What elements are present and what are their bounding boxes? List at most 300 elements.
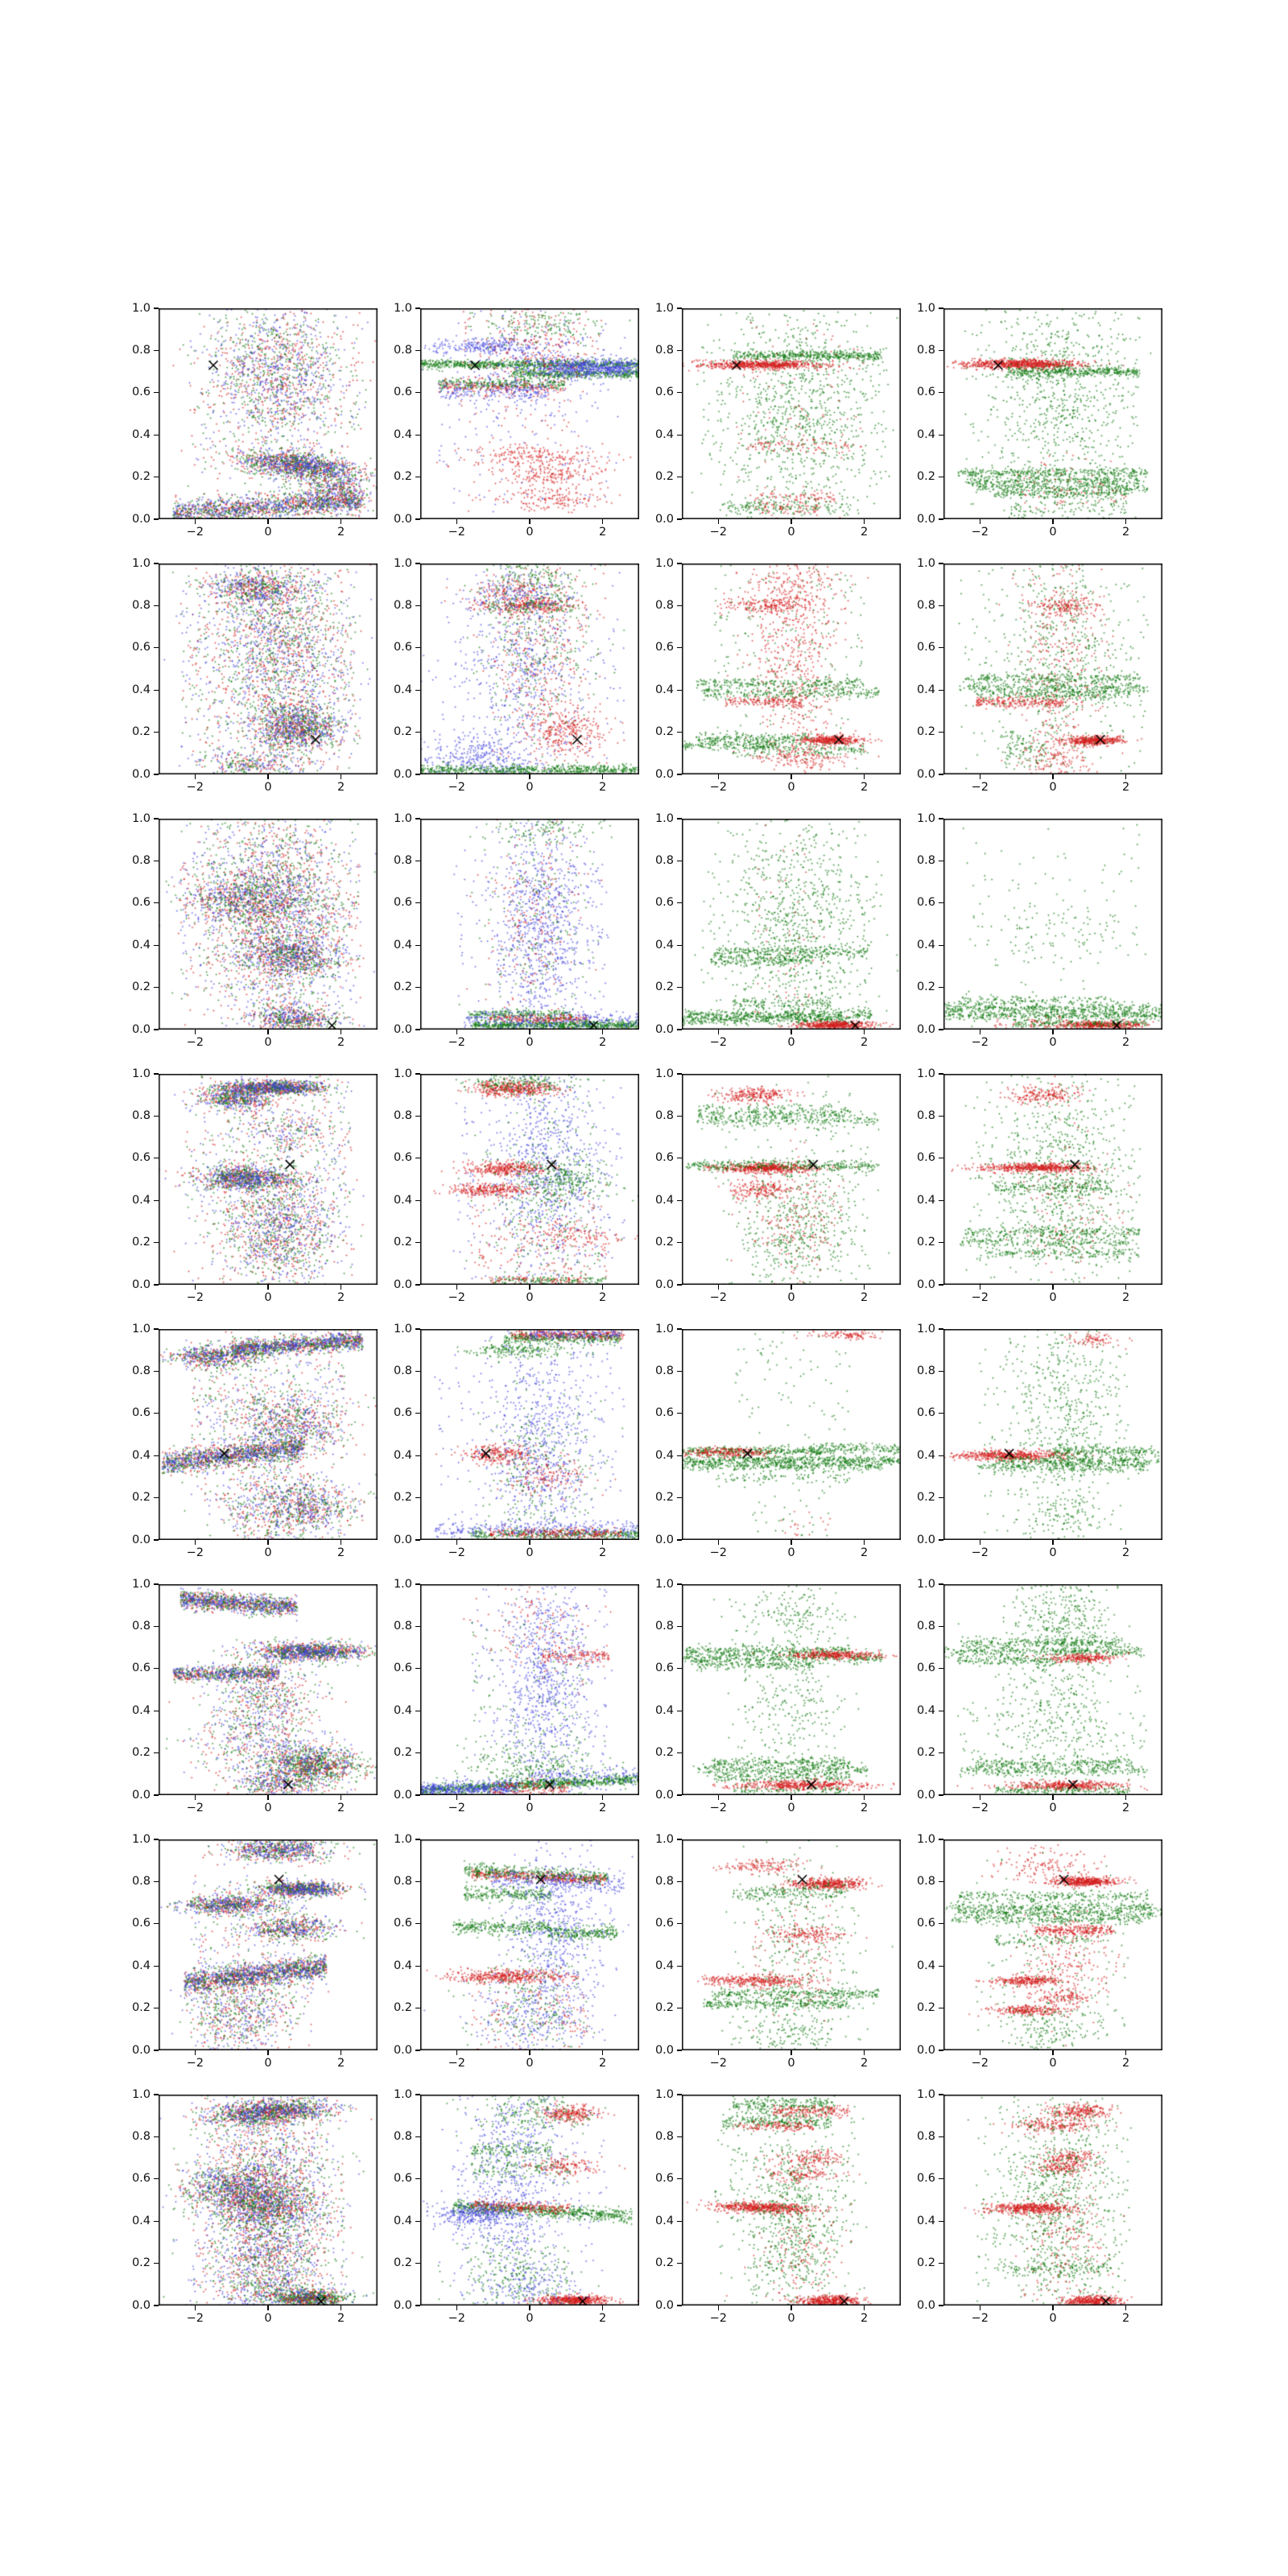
y-tick-label: 0.4 [393, 1959, 412, 1972]
x-tick-label: 2 [861, 1036, 869, 1049]
scatter-canvas [420, 1074, 639, 1285]
y-tick-label: 0.0 [131, 1788, 151, 1802]
y-tick-label: 0.4 [131, 1959, 151, 1972]
y-tick-label: 0.8 [131, 1364, 151, 1377]
y-tick-label: 0.0 [131, 2043, 151, 2057]
y-tick-mark [677, 1583, 682, 1584]
x-tick-label: 0 [526, 1036, 534, 1049]
y-tick-mark [415, 1073, 420, 1074]
y-tick-label: 0.0 [393, 1022, 412, 1036]
y-tick-mark [154, 2221, 159, 2222]
y-tick-label: 0.8 [131, 1108, 151, 1122]
x-tick-mark [456, 774, 457, 779]
scatter-canvas [682, 819, 901, 1030]
y-tick-mark [677, 987, 682, 988]
y-tick-label: 0.8 [916, 1874, 935, 1888]
y-tick-label: 0.2 [393, 1491, 412, 1505]
y-tick-mark [154, 1284, 159, 1285]
y-tick-mark [677, 2178, 682, 2179]
y-tick-label: 0.2 [654, 1746, 674, 1760]
x-tick-label: 2 [1122, 781, 1130, 794]
x-tick-mark [602, 1030, 603, 1034]
y-tick-label: 0.0 [916, 2298, 935, 2312]
scatter-canvas [943, 1584, 1162, 1795]
y-tick-label: 0.2 [916, 725, 935, 739]
y-tick-label: 0.6 [393, 1151, 412, 1165]
x-tick-mark [1125, 1795, 1126, 1800]
y-tick-mark [415, 1752, 420, 1753]
scatter-canvas [943, 308, 1162, 519]
y-tick-mark [154, 1794, 159, 1795]
y-tick-label: 1.0 [654, 1577, 674, 1591]
y-tick-label: 0.4 [131, 1193, 151, 1207]
y-tick-mark [154, 605, 159, 606]
y-tick-label: 0.2 [393, 725, 412, 739]
subplot-r2c3 [654, 556, 901, 794]
x-tick-label: 2 [337, 2057, 345, 2070]
x-tick-label: 2 [599, 1546, 607, 1559]
y-tick-label: 0.8 [916, 598, 935, 612]
y-tick-mark [939, 1328, 943, 1329]
subplot-r6c4 [916, 1577, 1162, 1814]
y-tick-mark [939, 987, 943, 988]
y-tick-mark [677, 518, 682, 519]
subplot-r3c3 [654, 811, 901, 1049]
x-tick-mark [718, 1285, 719, 1290]
x-tick-mark [267, 1540, 268, 1545]
y-tick-mark [415, 1284, 420, 1285]
y-tick-mark [939, 392, 943, 393]
y-tick-label: 0.2 [916, 980, 935, 994]
y-tick-mark [677, 1794, 682, 1795]
y-tick-label: 0.6 [393, 896, 412, 910]
x-tick-mark [195, 1285, 196, 1290]
y-tick-mark [415, 435, 420, 436]
subplot-r1c4 [916, 301, 1162, 539]
x-tick-mark [718, 1540, 719, 1545]
y-tick-label: 0.0 [131, 2298, 151, 2312]
y-tick-mark [154, 1583, 159, 1584]
x-tick-label: 0 [787, 1802, 795, 1814]
y-tick-mark [415, 1413, 420, 1414]
y-tick-label: 0.4 [131, 1448, 151, 1462]
y-tick-label: 1.0 [654, 811, 674, 825]
y-tick-label: 0.6 [654, 2172, 674, 2186]
y-tick-label: 0.8 [916, 1108, 935, 1122]
x-tick-label: −2 [709, 2312, 728, 2325]
y-tick-label: 0.8 [131, 343, 151, 357]
x-tick-label: 2 [861, 2057, 869, 2070]
x-tick-label: 2 [599, 2312, 607, 2325]
y-tick-mark [677, 1200, 682, 1201]
scatter-canvas [420, 308, 639, 519]
scatter-canvas [682, 308, 901, 519]
scatter-canvas [943, 564, 1162, 774]
y-tick-label: 0.4 [393, 1193, 412, 1207]
subplot-r7c2 [393, 1832, 639, 2070]
x-tick-mark [529, 2050, 530, 2055]
y-tick-mark [415, 1328, 420, 1329]
y-tick-mark [939, 1881, 943, 1882]
y-tick-label: 0.0 [393, 2298, 412, 2312]
y-tick-mark [677, 1029, 682, 1030]
x-tick-mark [195, 1030, 196, 1034]
x-tick-label: 2 [337, 2312, 345, 2325]
y-tick-label: 1.0 [916, 301, 935, 315]
y-tick-mark [415, 1497, 420, 1498]
y-tick-mark [154, 563, 159, 564]
y-tick-mark [939, 1794, 943, 1795]
x-tick-label: 0 [264, 2312, 272, 2325]
y-tick-mark [415, 987, 420, 988]
x-tick-mark [1125, 519, 1126, 524]
x-tick-mark [456, 2306, 457, 2310]
y-tick-mark [154, 350, 159, 351]
x-tick-mark [718, 774, 719, 779]
x-tick-label: −2 [971, 781, 989, 794]
y-tick-label: 0.0 [131, 1278, 151, 1291]
y-tick-label: 0.8 [654, 853, 674, 867]
x-tick-mark [529, 1030, 530, 1034]
y-tick-mark [154, 2263, 159, 2264]
y-tick-label: 0.8 [393, 853, 412, 867]
y-tick-label: 0.8 [393, 598, 412, 612]
x-tick-mark [267, 2306, 268, 2310]
x-tick-label: −2 [709, 1546, 728, 1559]
y-tick-mark [154, 818, 159, 819]
x-tick-label: −2 [186, 781, 204, 794]
x-tick-mark [267, 519, 268, 524]
y-tick-label: 0.2 [393, 470, 412, 484]
y-tick-mark [677, 1539, 682, 1540]
y-tick-mark [677, 1242, 682, 1243]
y-tick-mark [677, 563, 682, 564]
y-tick-label: 0.6 [131, 1662, 151, 1675]
x-tick-mark [195, 519, 196, 524]
x-tick-label: 0 [1049, 1546, 1057, 1559]
y-tick-label: 0.2 [916, 2256, 935, 2270]
x-tick-label: 2 [599, 526, 607, 539]
y-tick-label: 1.0 [916, 1067, 935, 1080]
y-tick-mark [154, 987, 159, 988]
y-tick-mark [939, 1539, 943, 1540]
scatter-canvas [159, 1074, 378, 1285]
x-tick-mark [456, 1540, 457, 1545]
x-tick-mark [1052, 1030, 1053, 1034]
y-tick-label: 0.0 [393, 1533, 412, 1546]
y-tick-mark [415, 1455, 420, 1456]
y-tick-mark [154, 1200, 159, 1201]
subplot-r2c1 [131, 556, 378, 794]
x-tick-mark [529, 1795, 530, 1800]
x-tick-label: 2 [861, 1546, 869, 1559]
y-tick-label: 1.0 [916, 2087, 935, 2101]
x-tick-mark [1052, 774, 1053, 779]
y-tick-label: 0.4 [393, 938, 412, 952]
y-tick-label: 0.4 [393, 2214, 412, 2227]
y-tick-label: 0.8 [654, 343, 674, 357]
x-tick-mark [718, 1030, 719, 1034]
x-tick-label: −2 [971, 1291, 989, 1304]
x-tick-mark [195, 1540, 196, 1545]
y-tick-label: 0.0 [916, 1788, 935, 1802]
y-tick-mark [677, 2221, 682, 2222]
y-tick-mark [154, 1371, 159, 1372]
scatter-canvas [420, 564, 639, 774]
subplot-r4c2 [393, 1067, 639, 1304]
y-tick-label: 1.0 [654, 556, 674, 570]
y-tick-label: 0.8 [654, 2129, 674, 2143]
y-tick-mark [939, 902, 943, 903]
x-tick-label: 0 [1049, 2057, 1057, 2070]
y-tick-mark [939, 2221, 943, 2222]
x-tick-label: 2 [337, 1802, 345, 1814]
y-tick-label: 0.6 [654, 1917, 674, 1930]
y-tick-label: 0.6 [131, 1406, 151, 1420]
x-tick-mark [195, 774, 196, 779]
y-tick-label: 0.0 [393, 1278, 412, 1291]
y-tick-mark [154, 945, 159, 946]
y-tick-label: 1.0 [131, 1577, 151, 1591]
y-tick-label: 0.2 [131, 980, 151, 994]
x-tick-label: −2 [448, 1036, 466, 1049]
y-tick-label: 0.2 [654, 980, 674, 994]
x-tick-label: 0 [1049, 781, 1057, 794]
y-tick-label: 0.2 [393, 980, 412, 994]
y-tick-mark [154, 1539, 159, 1540]
x-tick-mark [864, 2050, 865, 2055]
x-tick-label: 0 [264, 1546, 272, 1559]
x-tick-label: 2 [1122, 2057, 1130, 2070]
y-tick-label: 1.0 [654, 1067, 674, 1080]
y-tick-mark [154, 902, 159, 903]
y-tick-mark [677, 1455, 682, 1456]
y-tick-mark [415, 2305, 420, 2306]
y-tick-label: 0.4 [916, 2214, 935, 2227]
y-tick-mark [677, 1116, 682, 1117]
y-tick-label: 0.8 [654, 1874, 674, 1888]
x-tick-label: 0 [787, 1546, 795, 1559]
y-tick-label: 0.4 [654, 2214, 674, 2227]
y-tick-mark [677, 435, 682, 436]
x-tick-mark [529, 2306, 530, 2310]
x-tick-label: −2 [186, 1546, 204, 1559]
y-tick-label: 0.6 [654, 1662, 674, 1675]
y-tick-mark [677, 2094, 682, 2095]
y-tick-label: 0.6 [393, 1662, 412, 1675]
y-tick-label: 0.8 [916, 2129, 935, 2143]
scatter-canvas [943, 1329, 1162, 1540]
scatter-canvas [159, 1584, 378, 1795]
y-tick-mark [415, 2263, 420, 2264]
y-tick-mark [415, 518, 420, 519]
y-tick-mark [154, 2094, 159, 2095]
x-tick-mark [1052, 1540, 1053, 1545]
x-tick-label: 0 [787, 2057, 795, 2070]
scatter-canvas [420, 819, 639, 1030]
y-tick-label: 0.8 [393, 2129, 412, 2143]
x-tick-mark [195, 2050, 196, 2055]
y-tick-mark [415, 1116, 420, 1117]
x-tick-label: 2 [599, 1036, 607, 1049]
y-tick-mark [415, 605, 420, 606]
y-tick-label: 0.8 [131, 1619, 151, 1633]
y-tick-label: 0.2 [393, 2001, 412, 2015]
y-tick-label: 0.2 [916, 1491, 935, 1505]
y-tick-label: 0.2 [654, 2001, 674, 2015]
x-tick-mark [602, 2050, 603, 2055]
x-tick-label: 2 [1122, 1036, 1130, 1049]
y-tick-label: 0.0 [916, 2043, 935, 2057]
x-tick-mark [456, 1795, 457, 1800]
y-tick-label: 0.6 [916, 2172, 935, 2186]
subplot-r1c2 [393, 301, 639, 539]
x-tick-label: −2 [971, 2312, 989, 2325]
y-tick-label: 0.8 [654, 1619, 674, 1633]
x-tick-label: 0 [264, 2057, 272, 2070]
y-tick-mark [154, 1455, 159, 1456]
y-tick-label: 0.8 [393, 1108, 412, 1122]
y-tick-mark [154, 2178, 159, 2179]
y-tick-label: 0.6 [916, 1662, 935, 1675]
y-tick-mark [415, 392, 420, 393]
y-tick-mark [154, 732, 159, 733]
y-tick-mark [154, 1073, 159, 1074]
x-tick-mark [456, 519, 457, 524]
x-tick-mark [1052, 2306, 1053, 2310]
y-tick-mark [415, 1966, 420, 1967]
x-tick-mark [602, 1540, 603, 1545]
y-tick-label: 1.0 [393, 2087, 412, 2101]
x-tick-mark [1125, 1285, 1126, 1290]
y-tick-mark [154, 1328, 159, 1329]
y-tick-mark [415, 945, 420, 946]
y-tick-label: 0.2 [131, 725, 151, 739]
subplot-r7c3 [654, 1832, 901, 2070]
y-tick-mark [415, 690, 420, 691]
y-tick-mark [939, 647, 943, 648]
subplot-r4c4 [916, 1067, 1162, 1304]
x-tick-mark [1052, 519, 1053, 524]
x-tick-label: 2 [861, 781, 869, 794]
y-tick-label: 1.0 [916, 1577, 935, 1591]
y-tick-label: 1.0 [393, 1577, 412, 1591]
subplot-r8c3 [654, 2087, 901, 2325]
subplot-r6c1 [131, 1577, 378, 1814]
y-tick-label: 0.8 [131, 853, 151, 867]
y-tick-mark [939, 1668, 943, 1669]
x-tick-mark [864, 519, 865, 524]
y-tick-mark [415, 1200, 420, 1201]
y-tick-label: 0.6 [916, 641, 935, 654]
y-tick-label: 0.4 [654, 1703, 674, 1717]
x-tick-label: 2 [337, 1291, 345, 1304]
x-tick-label: −2 [709, 1291, 728, 1304]
x-tick-label: −2 [971, 1036, 989, 1049]
y-tick-mark [154, 2305, 159, 2306]
y-tick-label: 0.2 [916, 1746, 935, 1760]
y-tick-mark [939, 1583, 943, 1584]
y-tick-label: 0.6 [916, 1917, 935, 1930]
x-tick-mark [602, 519, 603, 524]
y-tick-label: 0.8 [654, 1364, 674, 1377]
y-tick-label: 0.2 [131, 1236, 151, 1249]
y-tick-mark [154, 1966, 159, 1967]
x-tick-label: 0 [526, 1802, 534, 1814]
y-tick-label: 0.6 [393, 2172, 412, 2186]
y-tick-label: 0.2 [131, 1746, 151, 1760]
y-tick-label: 0.2 [393, 1236, 412, 1249]
x-tick-label: 2 [599, 2057, 607, 2070]
scatter-canvas [682, 1584, 901, 1795]
scatter-canvas [159, 1839, 378, 2050]
y-tick-label: 0.2 [916, 2001, 935, 2015]
y-tick-label: 0.6 [131, 2172, 151, 2186]
y-tick-mark [415, 818, 420, 819]
y-tick-mark [939, 1029, 943, 1030]
y-tick-label: 0.6 [393, 641, 412, 654]
scatter-canvas [943, 1074, 1162, 1285]
y-tick-mark [154, 1413, 159, 1414]
x-tick-label: 0 [264, 781, 272, 794]
x-tick-label: 2 [861, 2312, 869, 2325]
subplot-r8c2 [393, 2087, 639, 2325]
subplot-r5c2 [393, 1322, 639, 1559]
y-tick-mark [939, 2136, 943, 2137]
y-tick-mark [677, 647, 682, 648]
subplot-r6c2 [393, 1577, 639, 1814]
y-tick-label: 0.4 [131, 427, 151, 441]
x-tick-label: 0 [1049, 2312, 1057, 2325]
y-tick-label: 0.0 [393, 767, 412, 781]
x-tick-mark [864, 774, 865, 779]
y-tick-label: 0.4 [916, 427, 935, 441]
scatter-canvas [420, 1329, 639, 1540]
x-tick-label: −2 [971, 526, 989, 539]
y-tick-mark [939, 2263, 943, 2264]
x-tick-label: 0 [264, 526, 272, 539]
y-tick-mark [677, 605, 682, 606]
y-tick-label: 1.0 [131, 811, 151, 825]
x-tick-label: −2 [709, 1802, 728, 1814]
y-tick-mark [677, 2136, 682, 2137]
x-tick-label: −2 [186, 526, 204, 539]
y-tick-label: 1.0 [916, 556, 935, 570]
y-tick-mark [939, 1413, 943, 1414]
x-tick-label: −2 [709, 781, 728, 794]
y-tick-label: 0.0 [654, 2043, 674, 2057]
scatter-canvas [159, 564, 378, 774]
y-tick-mark [677, 945, 682, 946]
x-tick-mark [602, 2306, 603, 2310]
y-tick-mark [677, 2263, 682, 2264]
x-tick-mark [267, 1285, 268, 1290]
y-tick-mark [939, 1371, 943, 1372]
scatter-canvas [159, 1329, 378, 1540]
y-tick-label: 0.6 [916, 1151, 935, 1165]
scatter-canvas [943, 2095, 1162, 2306]
subplot-r1c3 [654, 301, 901, 539]
y-tick-label: 0.0 [654, 2298, 674, 2312]
x-tick-label: 2 [861, 1802, 869, 1814]
scatter-canvas [943, 819, 1162, 1030]
x-tick-mark [267, 774, 268, 779]
y-tick-label: 0.6 [654, 641, 674, 654]
y-tick-mark [415, 1539, 420, 1540]
y-tick-mark [677, 1923, 682, 1924]
x-tick-label: 0 [526, 526, 534, 539]
y-tick-label: 0.6 [131, 386, 151, 399]
